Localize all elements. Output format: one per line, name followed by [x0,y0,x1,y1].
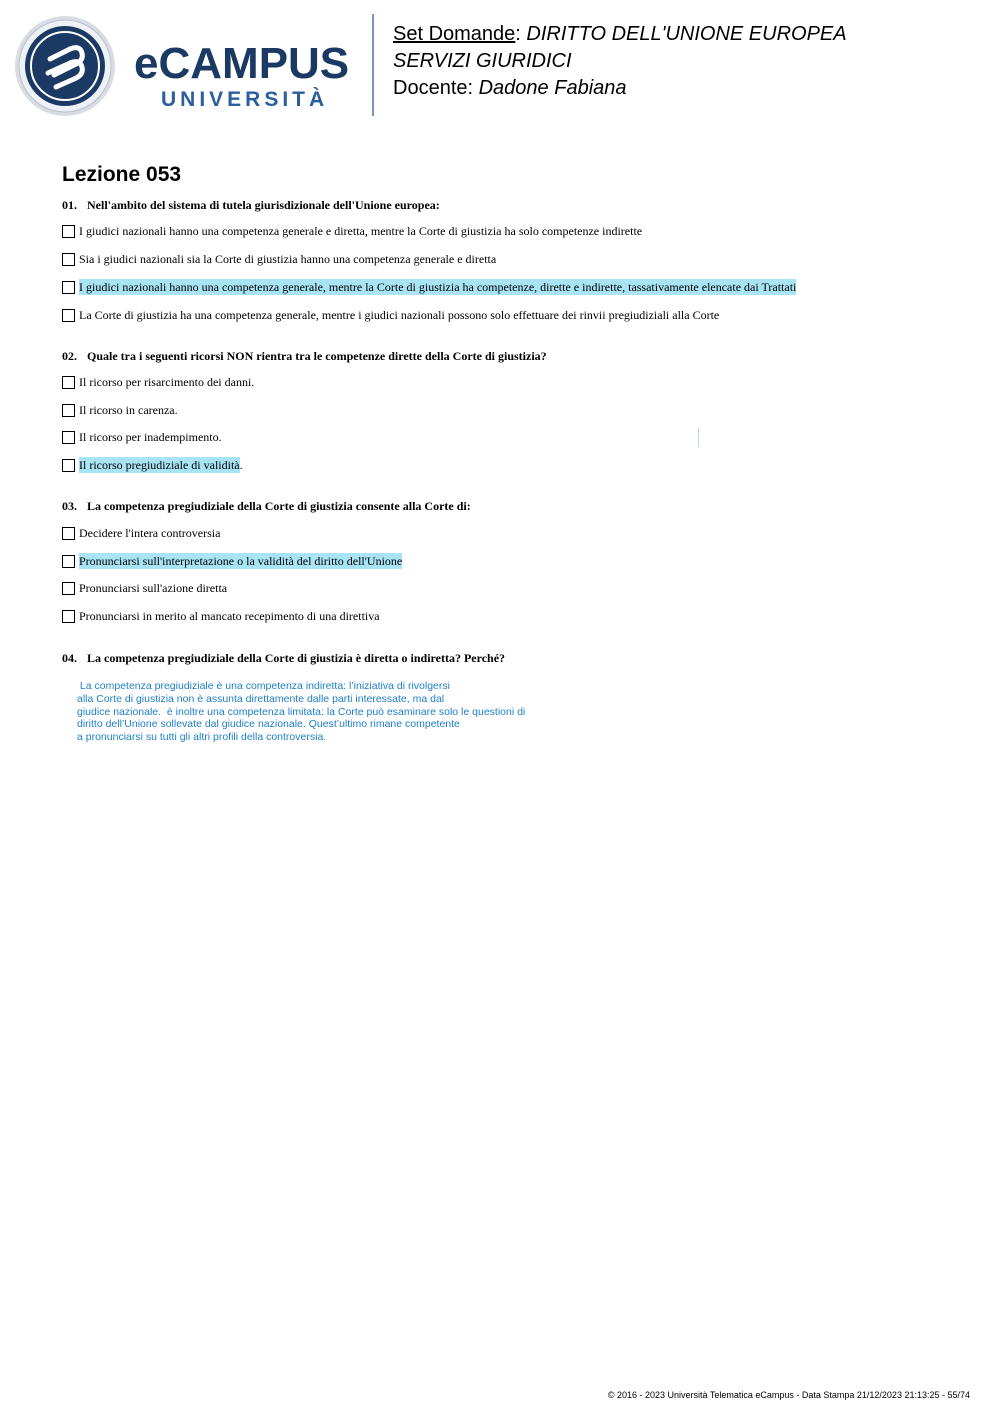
option-row[interactable] [62,608,380,624]
page-footer: © 2016 - 2023 Università Telematica eCampus - Data Stampa 21/12/2023 21:13:25 - 55/74 [607,1390,970,1400]
checkbox[interactable] [62,610,75,623]
question-text: Nell'ambito del sistema di tutela giurisdizionale dell'Unione europea: [87,198,440,212]
checkbox[interactable] [62,555,75,568]
option-trailing-period: . [239,458,243,472]
course-line2 [393,48,847,75]
ecampus-wordmark: eCAMPUS [134,39,350,88]
set-line [393,21,847,48]
option-row[interactable] [62,429,222,445]
option-row[interactable] [62,251,496,267]
option-row[interactable] [62,580,227,596]
question-02 [62,348,547,364]
option-text: Il ricorso per risarcimento dei danni. [79,375,255,389]
option-row[interactable] [62,553,402,569]
checkbox[interactable] [62,225,75,238]
course-name-line2: SERVIZI GIURIDICI [393,50,572,72]
open-answer-text [77,680,525,744]
checkbox[interactable] [62,582,75,595]
option-text: Il ricorso in carenza. [79,403,178,417]
checkbox[interactable] [62,376,75,389]
question-01 [62,197,440,213]
set-separator: : [515,23,527,45]
answer-line: giudice nazionale. è inoltre una competenza limitata: la Corte può esaminare solo le questioni di [77,705,526,718]
header-divider [372,14,374,116]
option-row[interactable] [62,402,178,418]
course-name-line1: DIRITTO DELL'UNIONE EUROPEA [526,23,847,45]
text-cursor-mark [698,428,699,447]
checkbox[interactable] [62,404,75,417]
option-text: Sia i giudici nazionali sia la Corte di giustizia hanno una competenza generale e diretta [79,252,497,266]
option-text-highlighted: I giudici nazionali hanno una competenza generale, mentre la Corte di giustizia ha competenze, dirette e indirette, tassativamente elencate dai Trattati [79,280,797,294]
option-row[interactable] [62,223,642,239]
checkbox[interactable] [62,459,75,472]
option-row[interactable] [62,374,254,390]
option-text: Pronunciarsi in merito al mancato recepimento di una direttiva [79,609,380,623]
option-row[interactable] [62,307,719,323]
question-number: 02. [62,349,77,363]
answer-line: La competenza pregiudiziale è una competenza indiretta: l’iniziativa di rivolgersi [77,680,450,692]
option-text: Decidere l'intera controversia [79,526,221,540]
option-text: La Corte di giustizia ha una competenza generale, mentre i giudici nazionali possono solo effettuare dei rinvii pregiudiziali alla Corte [79,308,720,322]
checkbox[interactable] [62,527,75,540]
question-04 [62,650,505,666]
teacher-name: Dadone Fabiana [478,77,627,99]
checkbox[interactable] [62,309,75,322]
question-number: 01. [62,198,77,212]
question-number: 04. [62,651,77,665]
option-text: I giudici nazionali hanno una competenza generale e diretta, mentre la Corte di giustizia ha solo competenze indirette [79,224,643,238]
question-03 [62,498,471,514]
option-row[interactable] [62,525,220,541]
question-number: 03. [62,499,77,513]
option-text: Pronunciarsi sull'azione diretta [79,581,228,595]
set-label: Set Domande [393,23,516,45]
answer-line: diritto dell’Unione sollevate dal giudice nazionale. Quest’ultimo rimane competente [77,718,460,731]
course-header [393,21,847,102]
universita-wordmark: UNIVERSITÀ [161,88,329,111]
option-row[interactable] [62,279,796,295]
teacher-label: Docente: [393,77,479,99]
checkbox[interactable] [62,281,75,294]
option-text: Il ricorso per inadempimento. [79,430,222,444]
option-text-highlighted: Pronunciarsi sull'interpretazione o la validità del diritto dell'Unione [79,554,403,568]
teacher-line [393,75,847,102]
question-text: Quale tra i seguenti ricorsi NON rientra tra le competenze dirette della Corte di giustizia? [87,349,547,363]
option-text-highlighted: Il ricorso pregiudiziale di validità [79,458,240,472]
answer-line: alla Corte di giustizia non è assunta direttamente dalle parti interessate, ma dal [77,692,445,705]
question-text: La competenza pregiudiziale della Corte di giustizia consente alla Corte di: [87,499,471,513]
lesson-title: Lezione 053 [62,163,182,186]
option-row[interactable] [62,457,243,473]
question-text: La competenza pregiudiziale della Corte di giustizia è diretta o indiretta? Perché? [87,651,506,665]
ecampus-seal-logo [14,15,116,117]
checkbox[interactable] [62,253,75,266]
checkbox[interactable] [62,431,75,444]
answer-line: a pronunciarsi su tutti gli altri profili della controversia. [77,731,327,744]
